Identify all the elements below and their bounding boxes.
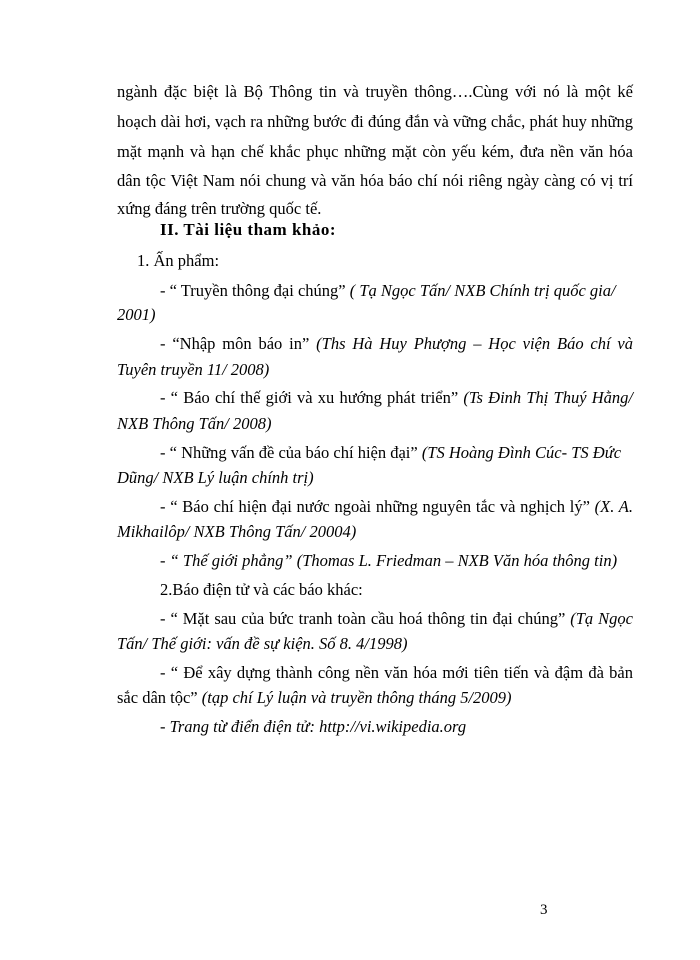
reference-source-cont: Dũng/ NXB Lý luận chính trị) — [117, 468, 314, 487]
reference-title: - “ Báo chí hiện đại nước ngoài những nguyên tắc và nghịch lý” — [160, 497, 595, 516]
reference-entry — [160, 388, 633, 408]
reference-entry: - Trang từ điển điện tử: http://vi.wikipedia.org — [160, 717, 467, 736]
reference-title-cont: sắc dân tộc” — [117, 688, 202, 707]
reference-entry — [160, 609, 633, 629]
reference-source-cont: Tấn/ Thế giới: vấn đề sự kiện. Số 8. 4/1998) — [117, 634, 408, 653]
reference-title: - “ Truyền thông đại chúng” — [160, 281, 350, 300]
reference-source: (Ths Hà Huy Phượng – Học viện Báo chí và — [316, 334, 634, 353]
paragraph-line: mặt mạnh và hạn chế khắc phục những mặt còn yếu kém, đưa nền văn hóa — [117, 142, 633, 161]
page-number: 3 — [540, 902, 548, 918]
reference-title: - “Nhập môn báo in” — [160, 334, 317, 353]
reference-entry — [160, 443, 621, 463]
reference-source: ( Tạ Ngọc Tấn/ NXB Chính trị quốc gia/ — [349, 281, 616, 300]
reference-source: (Tạ Ngọc — [570, 609, 633, 628]
reference-source-cont: 2001) — [117, 305, 156, 324]
reference-entry — [160, 281, 616, 301]
paragraph-line: dân tộc Việt Nam nói chung và văn hóa báo chí nói riêng ngày càng có vị trí — [117, 171, 633, 190]
reference-title: - “ Để xây dựng thành công nền văn hóa mới tiên tiến và đậm đà bản — [160, 663, 633, 682]
paragraph-line: hoạch dài hơi, vạch ra những bước đi đúng đắn và vững chắc, phát huy những — [117, 112, 633, 131]
reference-source: (X. A. — [594, 497, 634, 516]
reference-source: (tạp chí Lý luận và truyền thông tháng 5/2009) — [201, 688, 512, 707]
reference-entry — [160, 497, 633, 517]
paragraph-line: xứng đáng trên trường quốc tế. — [117, 199, 322, 218]
reference-entry — [160, 663, 633, 683]
reference-source-cont: Tuyên truyền 11/ 2008) — [117, 360, 270, 379]
reference-entry: - “ Thế giới phẳng” (Thomas L. Friedman – NXB Văn hóa thông tin) — [160, 551, 618, 570]
reference-title: - “ Những vấn đề của báo chí hiện đại” — [160, 443, 422, 462]
paragraph-line: ngành đặc biệt là Bộ Thông tin và truyền thông….Cùng với nó là một kế — [117, 82, 633, 101]
reference-entry-cont — [117, 688, 512, 708]
reference-source: (Ts Đinh Thị Thuý Hằng/ — [463, 388, 633, 407]
reference-title: - “ Mặt sau của bức tranh toàn cầu hoá thông tin đại chúng” — [160, 609, 571, 628]
reference-entry — [160, 334, 633, 354]
reference-source-cont: Mikhailôp/ NXB Thông Tấn/ 20004) — [117, 522, 357, 541]
reference-source-cont: NXB Thông Tấn/ 2008) — [117, 414, 272, 433]
section-heading: II. Tài liệu tham khảo: — [160, 220, 337, 239]
subsection-title: 1. Ấn phẩm: — [137, 251, 220, 270]
subsection-title: 2.Báo điện tử và các báo khác: — [160, 580, 363, 599]
reference-title: - “ Báo chí thế giới và xu hướng phát triển” — [160, 388, 464, 407]
reference-source: (TS Hoàng Đình Cúc- TS Đức — [421, 443, 622, 462]
